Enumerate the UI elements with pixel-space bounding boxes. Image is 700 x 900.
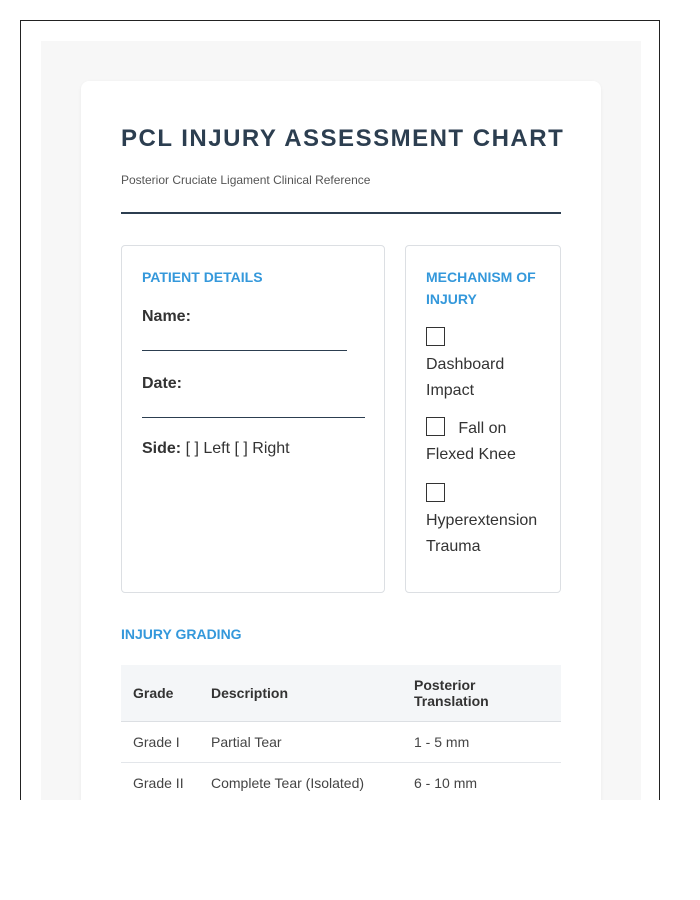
checkbox-fall[interactable]: [426, 417, 445, 436]
cell-grade: Grade II: [121, 763, 199, 801]
date-label: Date:: [142, 375, 183, 392]
cell-grade: Grade I: [121, 722, 199, 763]
column-header-description: Description: [199, 665, 402, 722]
mechanism-panel: [405, 245, 561, 593]
column-header-translation: Posterior Translation: [402, 665, 561, 722]
cell-description: Complete Tear (Isolated): [199, 763, 402, 801]
mechanism-option-fall[interactable]: [426, 416, 548, 468]
side-options[interactable]: [ ] Left [ ] Right: [185, 440, 290, 457]
checkbox-dashboard[interactable]: [426, 327, 445, 346]
patient-details-heading: PATIENT DETAILS: [142, 269, 263, 285]
mechanism-option-label: Fall on Flexed Knee: [426, 420, 516, 463]
document-frame: [20, 20, 660, 800]
page-subtitle: Posterior Cruciate Ligament Clinical Reference: [121, 173, 371, 187]
cell-description: Partial Tear: [199, 722, 402, 763]
table-row: [121, 722, 561, 763]
date-field[interactable]: [142, 417, 365, 418]
mechanism-option-dashboard[interactable]: [426, 326, 548, 404]
checkbox-hyperextension[interactable]: [426, 483, 445, 502]
injury-grading-table: [121, 665, 561, 800]
name-field[interactable]: [142, 350, 347, 351]
header-divider: [121, 212, 561, 214]
patient-details-panel: [121, 245, 385, 593]
cell-translation: 6 - 10 mm: [402, 763, 561, 801]
mechanism-option-label: Dashboard Impact: [426, 356, 505, 399]
injury-grading-heading: INJURY GRADING: [121, 626, 242, 642]
page-backdrop: [41, 41, 641, 800]
table-header-row: [121, 665, 561, 722]
column-header-grade: Grade: [121, 665, 199, 722]
side-label: Side:: [142, 440, 182, 457]
page-title: PCL INJURY ASSESSMENT CHART: [121, 125, 565, 152]
name-label: Name:: [142, 308, 191, 325]
mechanism-heading: MECHANISM OF INJURY: [426, 269, 536, 307]
mechanism-option-hyperextension[interactable]: [426, 482, 548, 560]
mechanism-option-label: Hyperextension Trauma: [426, 512, 538, 555]
side-selector: [142, 440, 290, 458]
cell-translation: 1 - 5 mm: [402, 722, 561, 763]
assessment-card: [81, 81, 601, 800]
table-row: [121, 763, 561, 801]
